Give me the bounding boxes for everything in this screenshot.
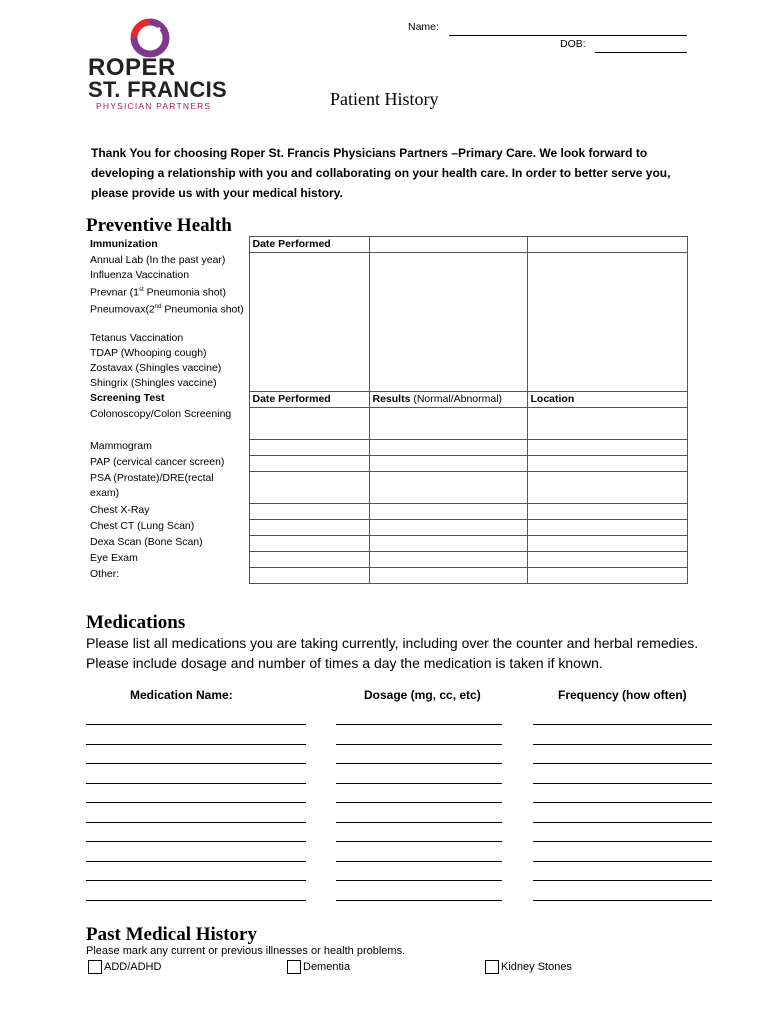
medication-name-line[interactable] bbox=[86, 900, 306, 901]
immunization-label bbox=[87, 268, 249, 283]
name-field[interactable] bbox=[449, 35, 687, 36]
screening-label: Other: bbox=[87, 567, 249, 583]
immunization-date-input[interactable] bbox=[249, 253, 369, 392]
preventive-health-heading: Preventive Health bbox=[86, 215, 232, 236]
dob-label: DOB: bbox=[560, 38, 586, 50]
dosage-line[interactable] bbox=[336, 783, 502, 784]
ordinal-suffix: st bbox=[139, 286, 144, 293]
immunization-name: TDAP (Whooping cough) bbox=[90, 347, 207, 359]
table-row bbox=[87, 567, 687, 583]
medication-name-line[interactable] bbox=[86, 822, 306, 823]
screening-result-input[interactable] bbox=[369, 519, 527, 535]
screening-location-input[interactable] bbox=[527, 551, 687, 567]
immunization-label bbox=[87, 253, 249, 268]
screening-date-input[interactable] bbox=[249, 455, 369, 471]
logo-mark-icon bbox=[124, 18, 176, 58]
medication-name-header: Medication Name: bbox=[130, 688, 233, 702]
page-title: Patient History bbox=[330, 89, 439, 109]
screening-date-input[interactable] bbox=[249, 471, 369, 503]
condition-label: ADD/ADHD bbox=[104, 961, 162, 973]
immunization-label bbox=[87, 346, 249, 361]
immunization-label bbox=[87, 376, 249, 391]
screening-label: PSA (Prostate)/DRE(rectal exam) bbox=[87, 471, 249, 503]
intro-paragraph: Thank You for choosing Roper St. Francis Physicians Partners –Primary Care. We look forward to developing a relationship with you and collaborating on your health care. In order to better serve you, please provide us with your medical history. bbox=[91, 146, 671, 200]
screening-date-input[interactable] bbox=[249, 519, 369, 535]
dosage-line[interactable] bbox=[336, 880, 502, 881]
condition-label: Kidney Stones bbox=[501, 961, 572, 973]
table-row bbox=[87, 391, 687, 407]
frequency-line[interactable] bbox=[533, 783, 712, 784]
table-row bbox=[87, 503, 687, 519]
screening-label: Chest X-Ray bbox=[87, 503, 249, 519]
results-label: Results bbox=[372, 392, 411, 405]
condition-label: Dementia bbox=[303, 961, 351, 973]
checkbox[interactable] bbox=[88, 960, 102, 974]
screening-result-input[interactable] bbox=[369, 439, 527, 455]
screening-date-input[interactable] bbox=[249, 503, 369, 519]
frequency-line[interactable] bbox=[533, 841, 712, 842]
table-row bbox=[87, 455, 687, 471]
medications-intro: Please list all medications you are taking currently, including over the counter and herbal remedies. Please include dosage and number of times a day the medication is taken if known. bbox=[86, 635, 699, 671]
table-row bbox=[87, 237, 687, 253]
past-medical-history-heading: Past Medical History bbox=[86, 924, 257, 945]
date-performed-header: Date Performed bbox=[249, 237, 369, 253]
table-row bbox=[87, 253, 687, 268]
screening-location-input[interactable] bbox=[527, 407, 687, 439]
immunization-header: Immunization bbox=[87, 237, 249, 253]
screening-label: PAP (cervical cancer screen) bbox=[87, 455, 249, 471]
blank-header-cell bbox=[369, 237, 527, 253]
medication-name-line[interactable] bbox=[86, 763, 306, 764]
immunization-name: Influenza Vaccination bbox=[90, 268, 190, 281]
checkbox[interactable] bbox=[485, 960, 499, 974]
screening-date-input[interactable] bbox=[249, 535, 369, 551]
frequency-line[interactable] bbox=[533, 822, 712, 823]
condition-item bbox=[88, 960, 161, 974]
logo-st-francis: ST. FRANCIS bbox=[88, 77, 227, 102]
immunization-name: Shingrix (Shingles vaccine) bbox=[90, 377, 217, 389]
medication-name-line[interactable] bbox=[86, 841, 306, 842]
ordinal-suffix: nd bbox=[154, 304, 162, 310]
dosage-line[interactable] bbox=[336, 724, 502, 725]
screening-location-input[interactable] bbox=[527, 455, 687, 471]
table-row bbox=[87, 519, 687, 535]
name-label: Name: bbox=[408, 21, 439, 33]
frequency-header: Frequency (how often) bbox=[558, 688, 687, 702]
dosage-line[interactable] bbox=[336, 822, 502, 823]
screening-label: Mammogram bbox=[87, 439, 249, 455]
preventive-health-table bbox=[87, 236, 688, 584]
condition-item bbox=[287, 960, 350, 974]
results-sublabel: (Normal/Abnormal) bbox=[410, 392, 503, 405]
screening-label: Dexa Scan (Bone Scan) bbox=[87, 535, 249, 551]
screening-result-input[interactable] bbox=[369, 407, 527, 439]
screening-location-input[interactable] bbox=[527, 503, 687, 519]
checkbox[interactable] bbox=[287, 960, 301, 974]
dob-field[interactable] bbox=[595, 52, 687, 53]
frequency-line[interactable] bbox=[533, 802, 712, 803]
screening-label: Eye Exam bbox=[87, 551, 249, 567]
immunization-name: Annual Lab (In the past year) bbox=[90, 253, 226, 266]
logo-physician-partners: PHYSICIAN PARTNERS bbox=[96, 101, 212, 111]
frequency-line[interactable] bbox=[533, 900, 712, 901]
table-row bbox=[87, 551, 687, 567]
immunization-label bbox=[87, 331, 249, 346]
logo-roper: ROPER bbox=[88, 54, 176, 81]
immunization-extra-cell bbox=[527, 253, 687, 392]
medication-name-line[interactable] bbox=[86, 802, 306, 803]
screening-test-header: Screening Test bbox=[87, 391, 249, 407]
screening-date-input[interactable] bbox=[249, 567, 369, 583]
medication-name-line[interactable] bbox=[86, 744, 306, 745]
immunization-name-rest: Pneumonia shot) bbox=[161, 303, 244, 316]
immunization-label bbox=[87, 300, 249, 331]
screening-result-input[interactable] bbox=[369, 503, 527, 519]
table-row bbox=[87, 471, 687, 503]
past-medical-history-intro: Please mark any current or previous illnesses or health problems. bbox=[86, 945, 406, 957]
immunization-name: Zostavax (Shingles vaccine) bbox=[90, 362, 222, 374]
dosage-line[interactable] bbox=[336, 861, 502, 862]
dosage-line[interactable] bbox=[336, 744, 502, 745]
medication-name-line[interactable] bbox=[86, 783, 306, 784]
immunization-extra-cell bbox=[369, 253, 527, 392]
location-header: Location bbox=[527, 391, 687, 407]
screening-result-input[interactable] bbox=[369, 535, 527, 551]
immunization-name-rest: Pneumonia shot) bbox=[143, 286, 227, 298]
immunization-label bbox=[87, 361, 249, 376]
medication-name-line[interactable] bbox=[86, 861, 306, 862]
screening-result-input[interactable] bbox=[369, 551, 527, 567]
screening-result-input[interactable] bbox=[369, 455, 527, 471]
screening-location-input[interactable] bbox=[527, 535, 687, 551]
screening-date-input[interactable] bbox=[249, 551, 369, 567]
screening-location-input[interactable] bbox=[527, 567, 687, 583]
screening-date-header: Date Performed bbox=[249, 391, 369, 407]
blank-header-cell bbox=[527, 237, 687, 253]
screening-label: Chest CT (Lung Scan) bbox=[87, 519, 249, 535]
screening-location-input[interactable] bbox=[527, 471, 687, 503]
immunization-name: Pneumovax(2 bbox=[90, 303, 155, 316]
frequency-line[interactable] bbox=[533, 724, 712, 725]
table-row bbox=[87, 407, 687, 439]
screening-location-input[interactable] bbox=[527, 439, 687, 455]
screening-result-input[interactable] bbox=[369, 567, 527, 583]
immunization-name: Tetanus Vaccination bbox=[90, 332, 184, 344]
screening-result-input[interactable] bbox=[369, 471, 527, 503]
medications-heading: Medications bbox=[86, 612, 186, 633]
frequency-line[interactable] bbox=[533, 763, 712, 764]
frequency-line[interactable] bbox=[533, 880, 712, 881]
medication-name-line[interactable] bbox=[86, 880, 306, 881]
screening-date-input[interactable] bbox=[249, 407, 369, 439]
medication-name-line[interactable] bbox=[86, 724, 306, 725]
dosage-line[interactable] bbox=[336, 900, 502, 901]
dosage-line[interactable] bbox=[336, 841, 502, 842]
screening-label: Colonoscopy/Colon Screening bbox=[87, 407, 249, 439]
screening-date-input[interactable] bbox=[249, 439, 369, 455]
dosage-line[interactable] bbox=[336, 802, 502, 803]
immunization-name: Prevnar (1 bbox=[90, 286, 140, 298]
results-header bbox=[369, 391, 527, 407]
frequency-line[interactable] bbox=[533, 744, 712, 745]
table-row bbox=[87, 439, 687, 455]
frequency-line[interactable] bbox=[533, 861, 712, 862]
screening-location-input[interactable] bbox=[527, 519, 687, 535]
dosage-header: Dosage (mg, cc, etc) bbox=[364, 688, 481, 702]
immunization-label bbox=[87, 283, 249, 301]
table-row bbox=[87, 535, 687, 551]
dosage-line[interactable] bbox=[336, 763, 502, 764]
condition-item bbox=[485, 960, 572, 974]
